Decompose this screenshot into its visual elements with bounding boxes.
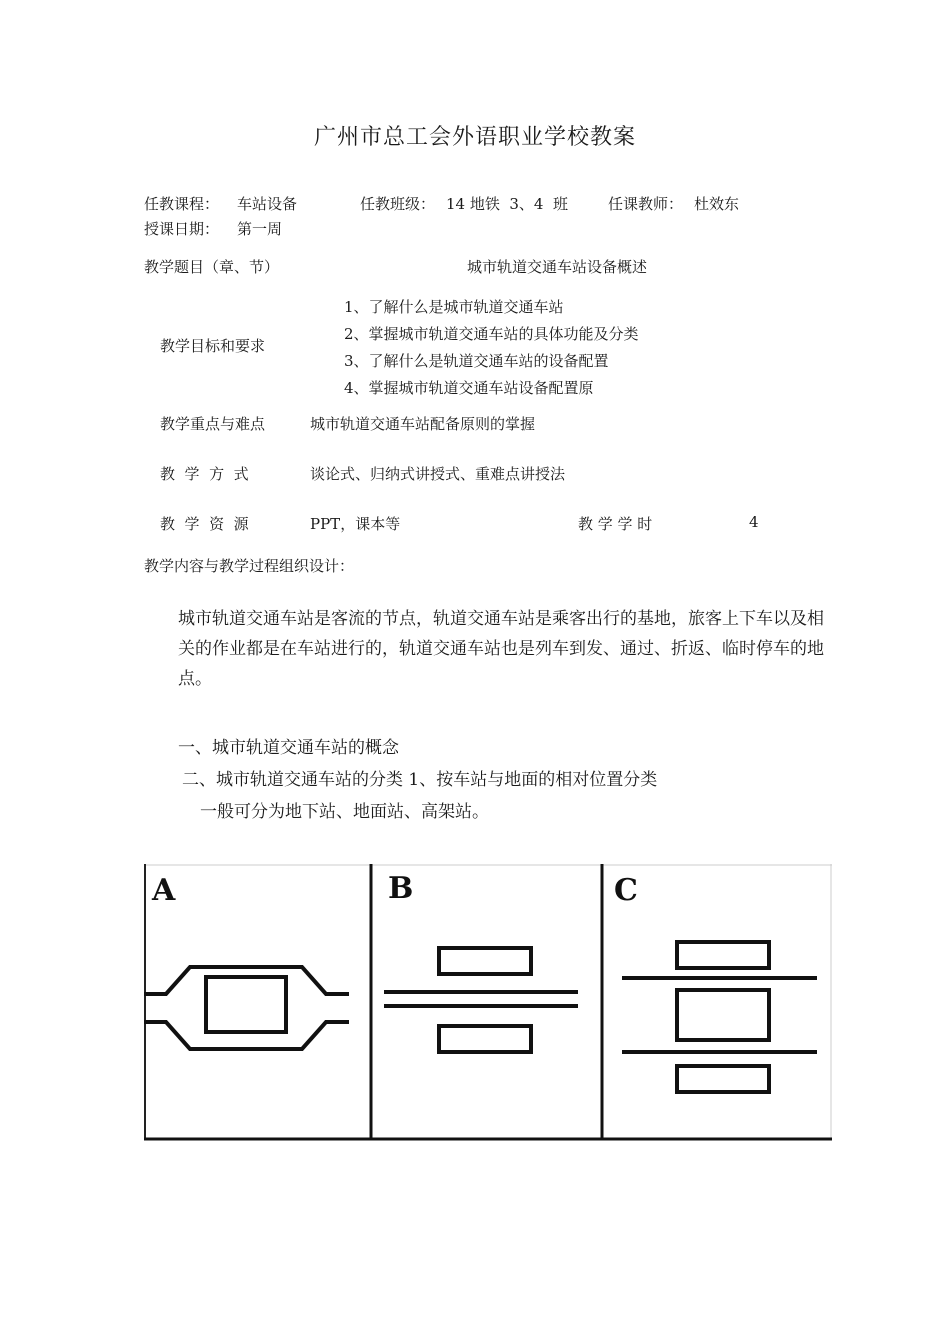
resources-value: PPT，课本等 bbox=[310, 515, 401, 533]
panel-label-a: A bbox=[152, 873, 176, 908]
objective-item: 1、了解什么是城市轨道交通车站 bbox=[344, 298, 564, 316]
topic-value: 城市轨道交通车站设备概述 bbox=[467, 258, 648, 276]
panel-a-station-box bbox=[206, 977, 286, 1032]
method-label: 教 学 方 式 bbox=[160, 465, 249, 483]
panel-a-underground-diagram bbox=[144, 967, 349, 1049]
panel-c-middle-box bbox=[677, 990, 769, 1040]
content-heading: 教学内容与教学过程组织设计： bbox=[144, 557, 355, 575]
page-title: 广州市总工会外语职业学校教案 bbox=[313, 125, 636, 150]
section-2-detail: 一般可分为地下站、地面站、高架站。 bbox=[200, 802, 489, 822]
method-value: 谈论式、归纳式讲授式、重难点讲授法 bbox=[310, 465, 566, 483]
key-points-value: 城市轨道交通车站配备原则的掌握 bbox=[310, 415, 536, 433]
resources-label: 教 学 资 源 bbox=[160, 515, 249, 533]
objective-item: 4、掌握城市轨道交通车站设备配置原 bbox=[344, 379, 594, 397]
topic-label: 教学题目（章、节） bbox=[144, 258, 280, 276]
class-value: 14 地铁 3、4 班 bbox=[446, 195, 569, 213]
objective-item: 2、掌握城市轨道交通车站的具体功能及分类 bbox=[344, 325, 639, 343]
panel-b-lower-box bbox=[439, 1026, 531, 1052]
panel-a-upper-track bbox=[144, 967, 349, 994]
station-position-figure bbox=[144, 864, 832, 1146]
panel-label-b: B bbox=[388, 871, 414, 906]
panel-c-bottom-box bbox=[677, 1066, 769, 1092]
key-points-label: 教学重点与难点 bbox=[160, 415, 266, 433]
class-label: 任教班级： bbox=[360, 195, 436, 213]
objective-item: 3、了解什么是轨道交通车站的设备配置 bbox=[344, 352, 609, 370]
panel-c-elevated-diagram bbox=[622, 942, 817, 1092]
teacher-label: 任课教师： bbox=[608, 195, 684, 213]
panel-c-top-box bbox=[677, 942, 769, 968]
panel-a-lower-track bbox=[144, 1022, 349, 1049]
section-1-heading: 一、城市轨道交通车站的概念 bbox=[178, 738, 399, 758]
teacher-value: 杜效东 bbox=[694, 195, 740, 213]
date-value: 第一周 bbox=[237, 220, 283, 238]
course-label: 任教课程： bbox=[144, 195, 220, 213]
course-value: 车站设备 bbox=[237, 195, 298, 213]
section-2-heading: 二、城市轨道交通车站的分类 1、按车站与地面的相对位置分类 bbox=[182, 770, 658, 790]
hours-value: 4 bbox=[749, 513, 759, 531]
objectives-label: 教学目标和要求 bbox=[160, 337, 266, 355]
panel-b-upper-box bbox=[439, 948, 531, 974]
panel-label-c: C bbox=[614, 873, 638, 908]
date-label: 授课日期： bbox=[144, 220, 220, 238]
hours-label: 教 学 学 时 bbox=[578, 515, 653, 533]
intro-paragraph: 城市轨道交通车站是客流的节点，轨道交通车站是乘客出行的基地，旅客上下车以及相关的作业都是在车站进行的，轨道交通车站也是列车到发、通过、折返、临时停车的地点。 bbox=[178, 609, 824, 689]
panel-b-ground-diagram bbox=[384, 948, 578, 1052]
